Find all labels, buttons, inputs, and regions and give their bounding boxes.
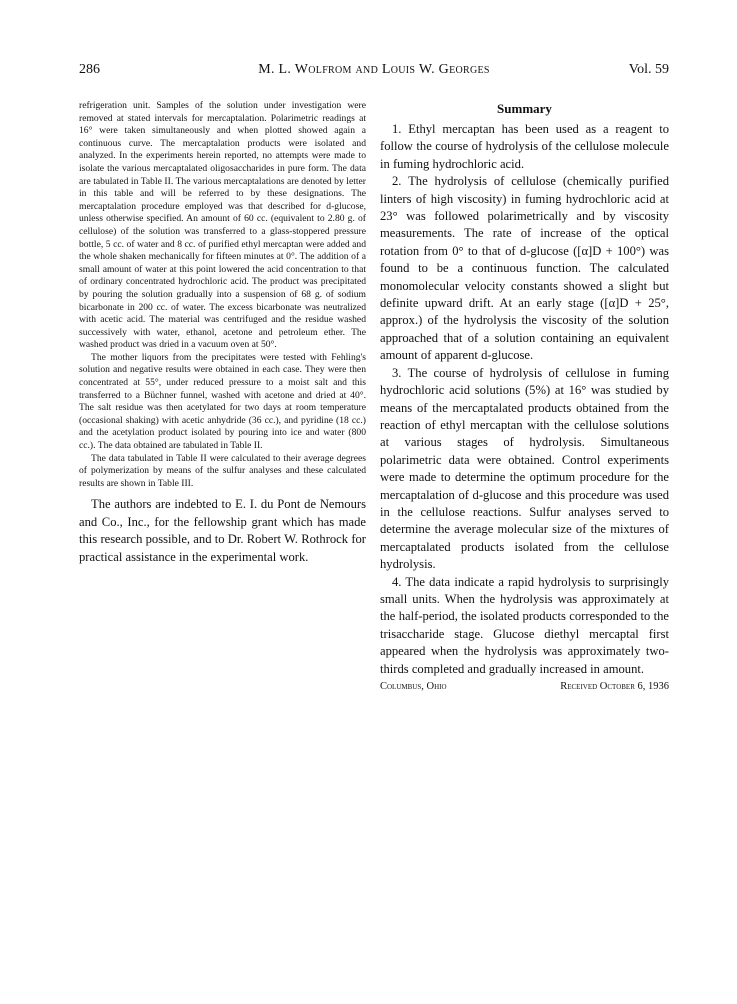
acknowledgment-paragraph: The authors are indebted to E. I. du Pont de Nemours and Co., Inc., for the fellowship grant which has made this research possible, and to Dr. Robert W. Rothrock for practical assistance in the experimental work. <box>79 497 366 564</box>
left-column <box>79 100 366 566</box>
running-title: M. L. Wolfrom and Louis W. Georges <box>258 62 490 77</box>
volume-label: Vol. 59 <box>628 62 669 77</box>
running-header <box>79 62 669 82</box>
summary-paragraph: 4. The data indicate a rapid hydrolysis to surprisingly small units. When the hydrolysis was approximately at the half-period, the isolated products corresponded to the trisaccharide stage. Glucose diethyl mercaptal first appeared when the hydrolysis was approximately two-thirds completed and gradually increased in amount. <box>380 574 669 676</box>
experimental-paragraph: The mother liquors from the precipitates were tested with Fehling's solution and negative results were obtained in each case. They were then concentrated at 55°, under reduced pressure to a moist salt and this transferred to a Büchner funnel, washed with acetone and dried at 40°. The salt residue was then acetylated for two days at room temperature (occasional shaking) with acetic anhydride (36 cc.), and pyridine (18 cc.) and the acetylation product isolated by pouring into ice and water (800 cc.). The data obtained are tabulated in Table II. <box>79 351 366 452</box>
right-column <box>380 100 669 694</box>
summary-heading: Summary <box>497 101 552 116</box>
location-text: Columbus, Ohio <box>380 681 447 692</box>
received-date: Received October 6, 1936 <box>560 681 669 692</box>
experimental-paragraph: refrigeration unit. Samples of the solution under investigation were removed at stated intervals for mercaptalation. Polarimetric readings at 16° were taken simultaneously and when plotted showed again a continuous curve. The mercaptalation products were isolated and analyzed. In the experiments herein reported, no attempts were made to isolate the various mercaptalated oligosaccharides in pure form. The data are tabulated in Table II. The various mercaptalations are denoted by letter in this table and will be referred to by these designations. The mercaptalation procedure employed was that described for d-glucose, unless otherwise specified. An amount of 60 cc. (equivalent to 2.80 g. of cellulose) of the solution was transferred to a glass-stoppered pressure bottle, 5 cc. of water and 8 cc. of purified ethyl mercaptan were added and the whole shaken mechanically for fifteen minutes at 0°. The addition of a small amount of water at this point lowered the acid concentration to that of ordinary concentrated hydrochloric acid. The product was precipitated by pouring the solution gradually into a suspension of 68 g. of sodium bicarbonate in 200 cc. of water. The excess bicarbonate was neutralized with acetic acid. The material was centrifuged and the residue washed successively with water, ethanol, acetone and petroleum ether. The washed product was dried in a vacuum oven at 50°. <box>79 100 366 351</box>
summary-paragraph: 2. The hydrolysis of cellulose (chemically purified linters of high viscosity) in fuming hydrochloric acid at 23° was followed polarimetrically and by viscosity measurements. The rate of increase of the optical rotation from 0° to that of d-glucose ([α]D + 100°) was found to be a continuous function. The calculated monomolecular velocity constants showed a slight but definite upward drift. At an early stage ([α]D + 25°, approx.) of the hydrolysis the viscosity of the solution approached that of a solution containing an equivalent amount of apparent d-glucose. <box>380 174 669 363</box>
affiliation-line <box>380 680 669 694</box>
summary-paragraph: 1. Ethyl mercaptan has been used as a reagent to follow the course of hydrolysis of the cellulose molecule in fuming hydrochloric acid. <box>380 122 669 171</box>
summary-paragraph: 3. The course of hydrolysis of cellulose in fuming hydrochloric acid solutions (5%) at 16° was studied by means of the mercaptalated products obtained from the reaction of ethyl mercaptan with the cellulose solutions at various stages of hydrolysis. Simultaneous polarimetric data were obtained. Control experiments were made to determine the optimum procedure for the mercaptalation of d-glucose and this procedure was used in the cellulose reactions. Sulfur analyses served to determine the average molecular size of the mixtures of mercaptalated products isolated from the cellulose hydrolysis. <box>380 365 669 572</box>
experimental-paragraph: The data tabulated in Table II were calculated to their average degrees of polymerization by means of the sulfur analyses and these calculated results are shown in Table III. <box>79 452 366 489</box>
page-number: 286 <box>79 62 100 77</box>
